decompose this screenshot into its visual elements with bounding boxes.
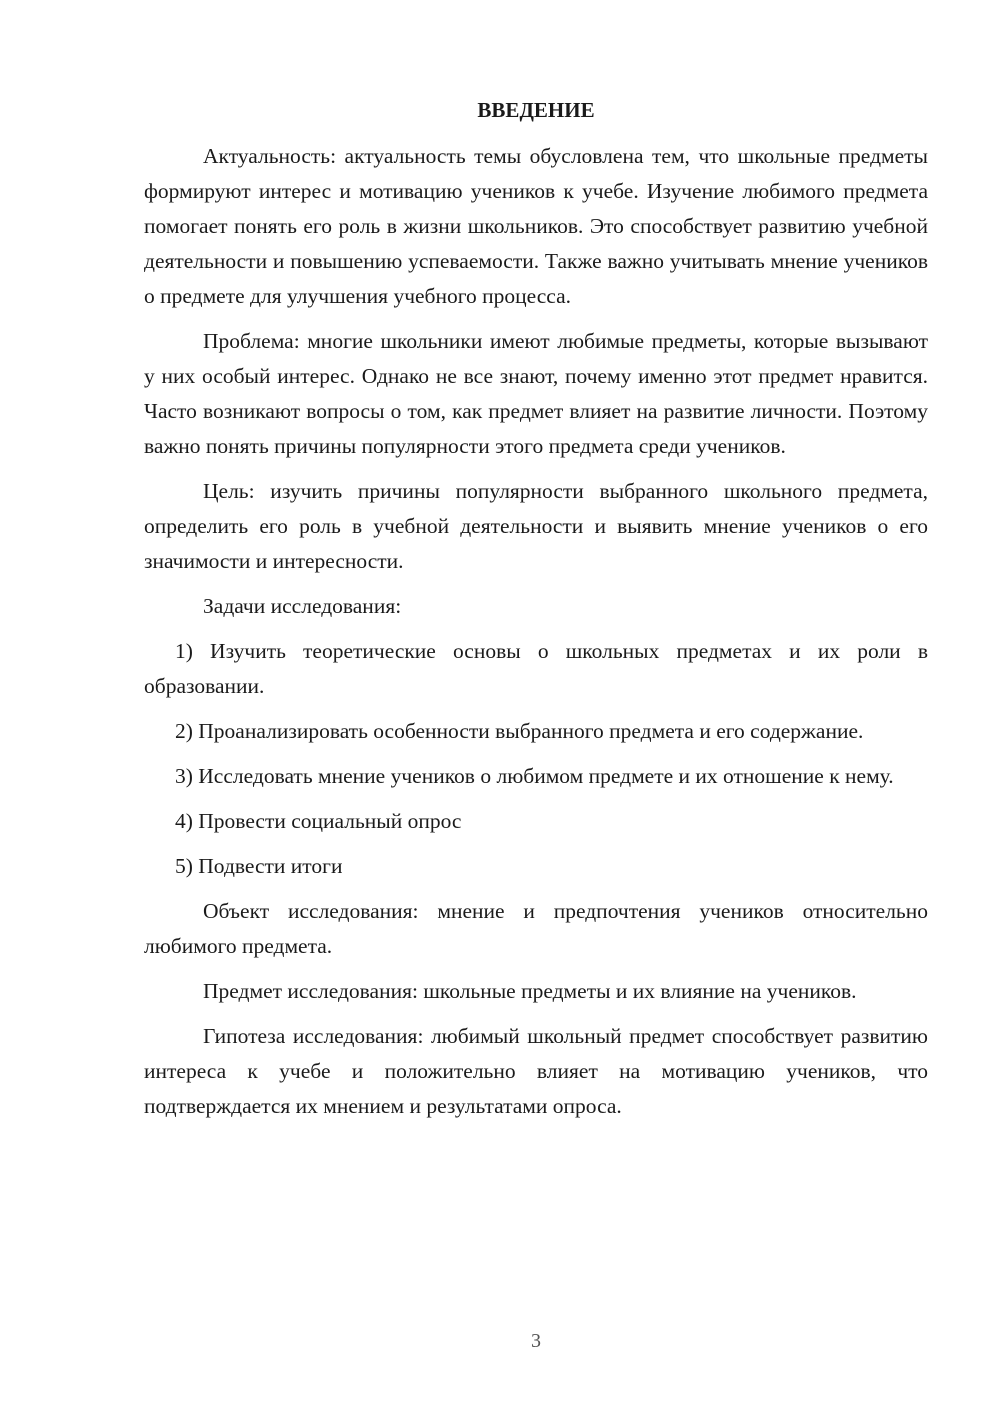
page-number: 3 [531, 1330, 541, 1352]
task-item: 2) Проанализировать особенности выбранного предмета и его содержание. [175, 719, 864, 743]
task-item: 5) Подвести итоги [175, 854, 343, 878]
paragraph-problem: Проблема: многие школьники имеют любимые предметы, которые вызывают у них особый интерес. Однако не все знают, почему именно этот предмет нравится. Часто возникают вопросы о том, как предмет влияет на развитие личности. Поэтому важно понять причины популярности этого предмета среди учеников. [144, 329, 928, 458]
task-item: 1) Изучить теоретические основы о школьных предметах и их роли в образовании. [144, 639, 928, 698]
section-title: ВВЕДЕНИЕ [477, 98, 595, 122]
paragraph-subject: Предмет исследования: школьные предметы и их влияние на учеников. [203, 979, 857, 1003]
tasks-heading: Задачи исследования: [203, 594, 402, 618]
task-item: 4) Провести социальный опрос [175, 809, 462, 833]
paragraph-relevance: Актуальность: актуальность темы обусловлена тем, что школьные предметы формируют интерес и мотивацию учеников к учебе. Изучение любимого предмета помогает понять его роль в жизни школьников. Это способствует развитию учебной деятельности и повышению успеваемости. Также важно учитывать мнение учеников о предмете для улучшения учебного процесса. [144, 144, 928, 308]
task-item: 3) Исследовать мнение учеников о любимом предмете и их отношение к нему. [175, 764, 894, 788]
paragraph-object: Объект исследования: мнение и предпочтения учеников относительно любимого предмета. [144, 899, 928, 958]
page-content [144, 94, 928, 1134]
paragraph-hypothesis: Гипотеза исследования: любимый школьный предмет способствует развитию интереса к учебе и положительно влияет на мотивацию учеников, что подтверждается их мнением и результатами опроса. [144, 1024, 928, 1118]
paragraph-goal: Цель: изучить причины популярности выбранного школьного предмета, определить его роль в учебной деятельности и выявить мнение учеников о его значимости и интересности. [144, 479, 928, 573]
